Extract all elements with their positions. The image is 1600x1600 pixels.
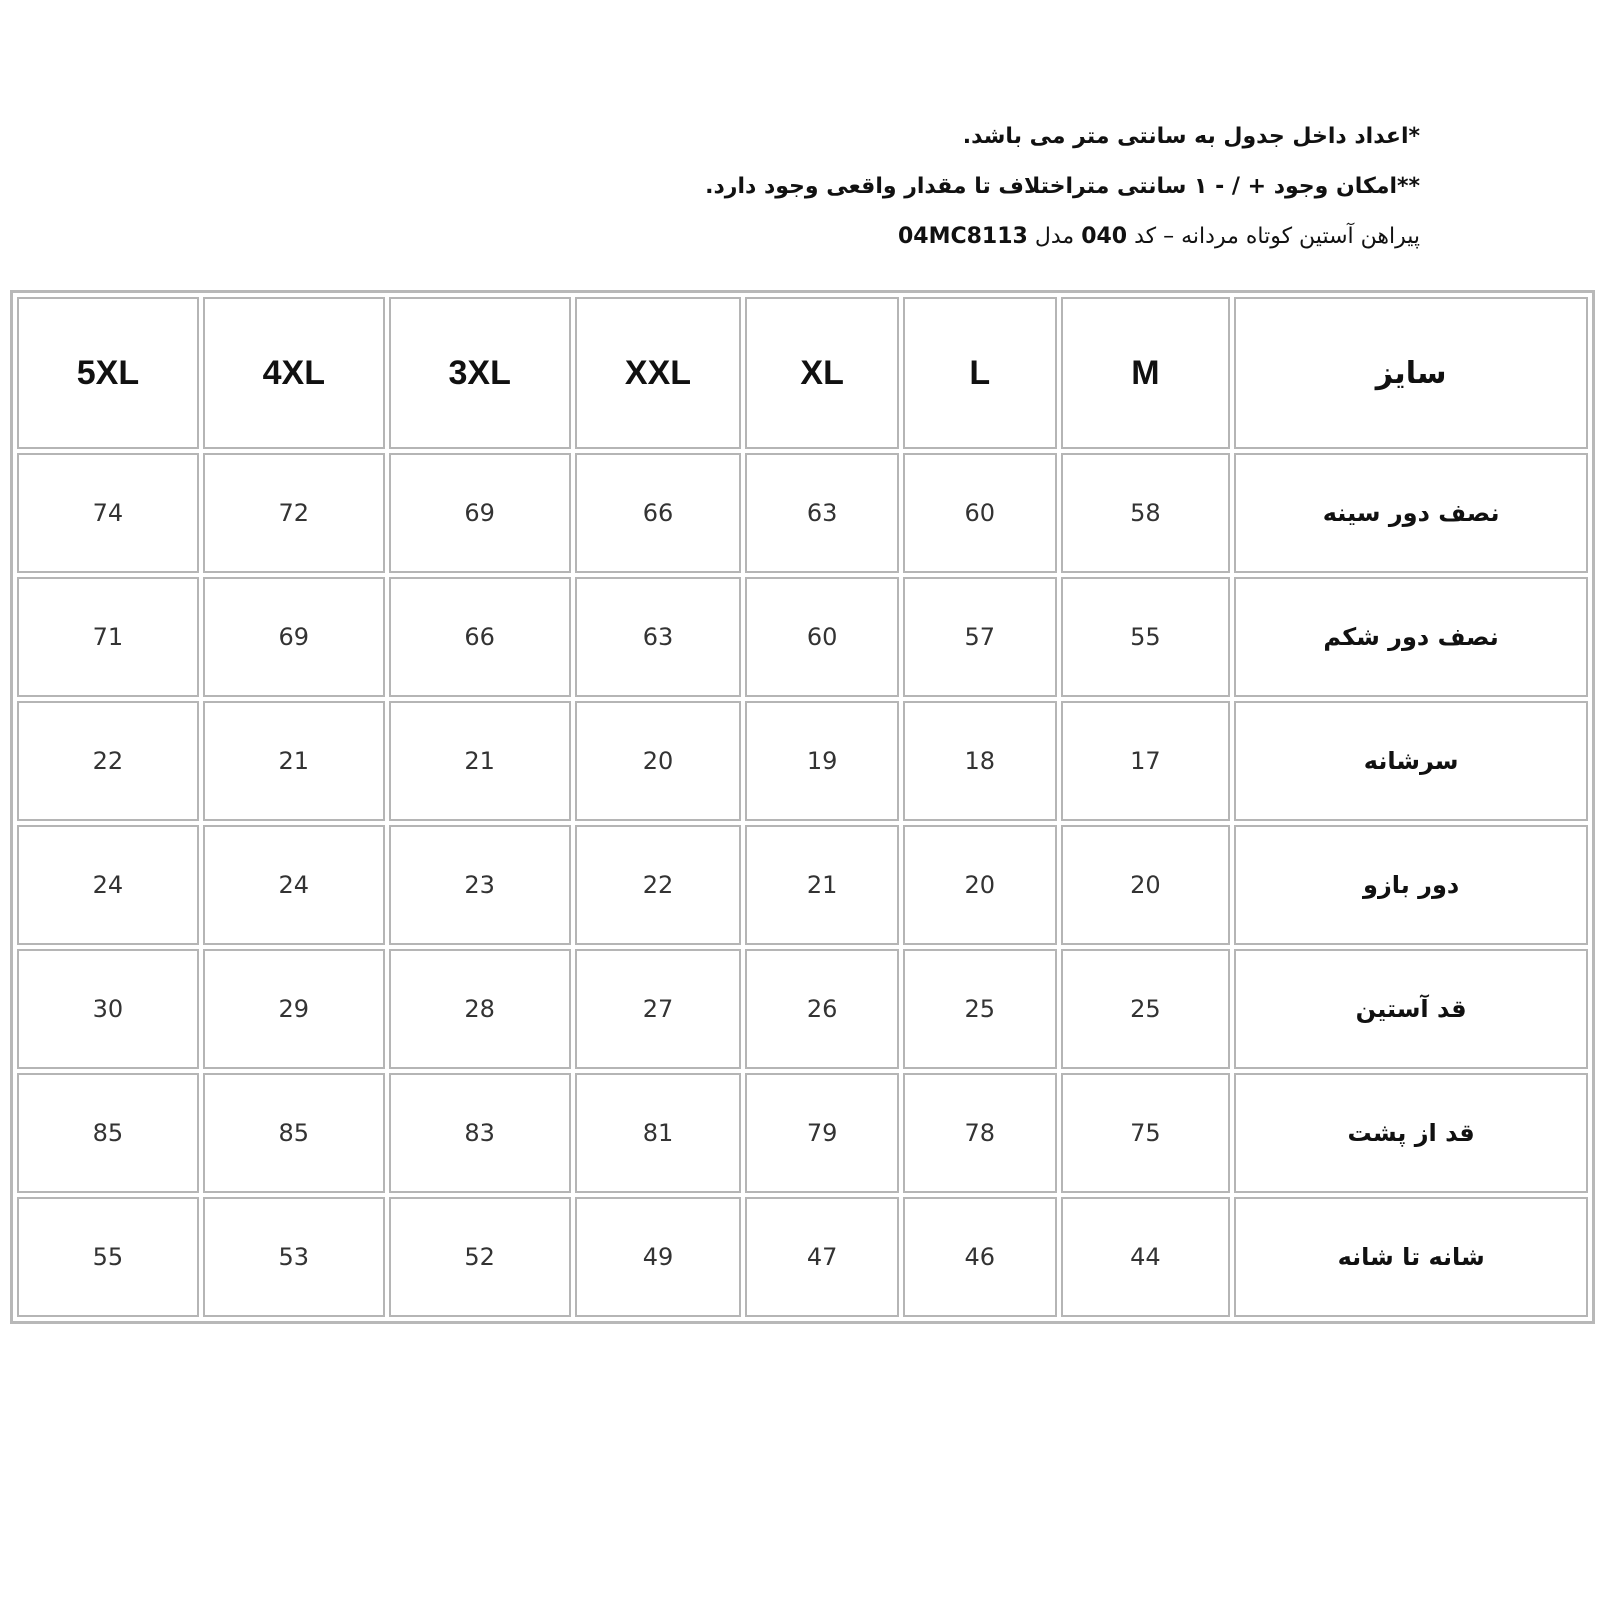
table-cell: 20 (903, 825, 1057, 945)
table-cell: 25 (1061, 949, 1231, 1069)
table-cell: 63 (745, 453, 899, 573)
row-label: نصف دور سینه (1234, 453, 1588, 573)
size-header-cell: 3XL (389, 297, 571, 449)
product-title (520, 212, 1420, 262)
table-cell: 72 (203, 453, 385, 573)
table-cell: 24 (17, 825, 199, 945)
table-cell: 49 (575, 1197, 742, 1317)
table-cell: 21 (745, 825, 899, 945)
table-cell: 81 (575, 1073, 742, 1193)
note-units: *اعداد داخل جدول به سانتی متر می باشد. (962, 124, 1420, 149)
table-cell: 58 (1061, 453, 1231, 573)
table-cell: 30 (17, 949, 199, 1069)
size-header-cell: XL (745, 297, 899, 449)
note-tolerance: **امکان وجود + / - ۱ سانتی متراختلاف تا مقدار واقعی وجود دارد. (705, 174, 1420, 199)
product-title-prefix: پیراهن آستین کوتاه مردانه – کد (1134, 224, 1420, 249)
row-label: قد از پشت (1234, 1073, 1588, 1193)
row-label: شانه تا شانه (1234, 1197, 1588, 1317)
table-cell: 17 (1061, 701, 1231, 821)
size-table (10, 290, 1595, 1324)
model-label: مدل (1034, 224, 1075, 249)
table-row (17, 825, 1588, 945)
table-cell: 55 (17, 1197, 199, 1317)
table-cell: 85 (203, 1073, 385, 1193)
size-header-row (17, 297, 1588, 449)
table-cell: 63 (575, 577, 742, 697)
size-notes (520, 112, 1420, 262)
row-label: نصف دور شکم (1234, 577, 1588, 697)
table-cell: 57 (903, 577, 1057, 697)
size-header-label: سایز (1234, 297, 1588, 449)
row-label: قد آستین (1234, 949, 1588, 1069)
table-cell: 22 (17, 701, 199, 821)
table-cell: 28 (389, 949, 571, 1069)
table-cell: 29 (203, 949, 385, 1069)
table-cell: 83 (389, 1073, 571, 1193)
table-cell: 52 (389, 1197, 571, 1317)
table-cell: 21 (203, 701, 385, 821)
table-cell: 22 (575, 825, 742, 945)
size-header-cell: 4XL (203, 297, 385, 449)
table-cell: 78 (903, 1073, 1057, 1193)
table-cell: 71 (17, 577, 199, 697)
table-cell: 69 (203, 577, 385, 697)
table-cell: 44 (1061, 1197, 1231, 1317)
size-header-cell: 5XL (17, 297, 199, 449)
product-code: 040 (1081, 224, 1128, 249)
table-cell: 60 (903, 453, 1057, 573)
table-cell: 20 (575, 701, 742, 821)
size-header-cell: XXL (575, 297, 742, 449)
table-row (17, 701, 1588, 821)
table-cell: 66 (575, 453, 742, 573)
table-cell: 24 (203, 825, 385, 945)
size-header-cell: M (1061, 297, 1231, 449)
table-cell: 55 (1061, 577, 1231, 697)
table-cell: 47 (745, 1197, 899, 1317)
table-cell: 21 (389, 701, 571, 821)
table-cell: 26 (745, 949, 899, 1069)
table-cell: 85 (17, 1073, 199, 1193)
row-label: سرشانه (1234, 701, 1588, 821)
table-cell: 74 (17, 453, 199, 573)
table-row (17, 453, 1588, 573)
table-cell: 60 (745, 577, 899, 697)
table-row (17, 1197, 1588, 1317)
table-cell: 66 (389, 577, 571, 697)
table-row (17, 1073, 1588, 1193)
model-code: 04MC8113 (897, 224, 1028, 249)
table-row (17, 949, 1588, 1069)
row-label: دور بازو (1234, 825, 1588, 945)
table-cell: 23 (389, 825, 571, 945)
table-cell: 75 (1061, 1073, 1231, 1193)
table-cell: 20 (1061, 825, 1231, 945)
table-cell: 27 (575, 949, 742, 1069)
table-cell: 69 (389, 453, 571, 573)
table-cell: 46 (903, 1197, 1057, 1317)
table-cell: 19 (745, 701, 899, 821)
table-cell: 79 (745, 1073, 899, 1193)
table-cell: 25 (903, 949, 1057, 1069)
table-row (17, 577, 1588, 697)
table-cell: 53 (203, 1197, 385, 1317)
table-cell: 18 (903, 701, 1057, 821)
size-header-cell: L (903, 297, 1057, 449)
